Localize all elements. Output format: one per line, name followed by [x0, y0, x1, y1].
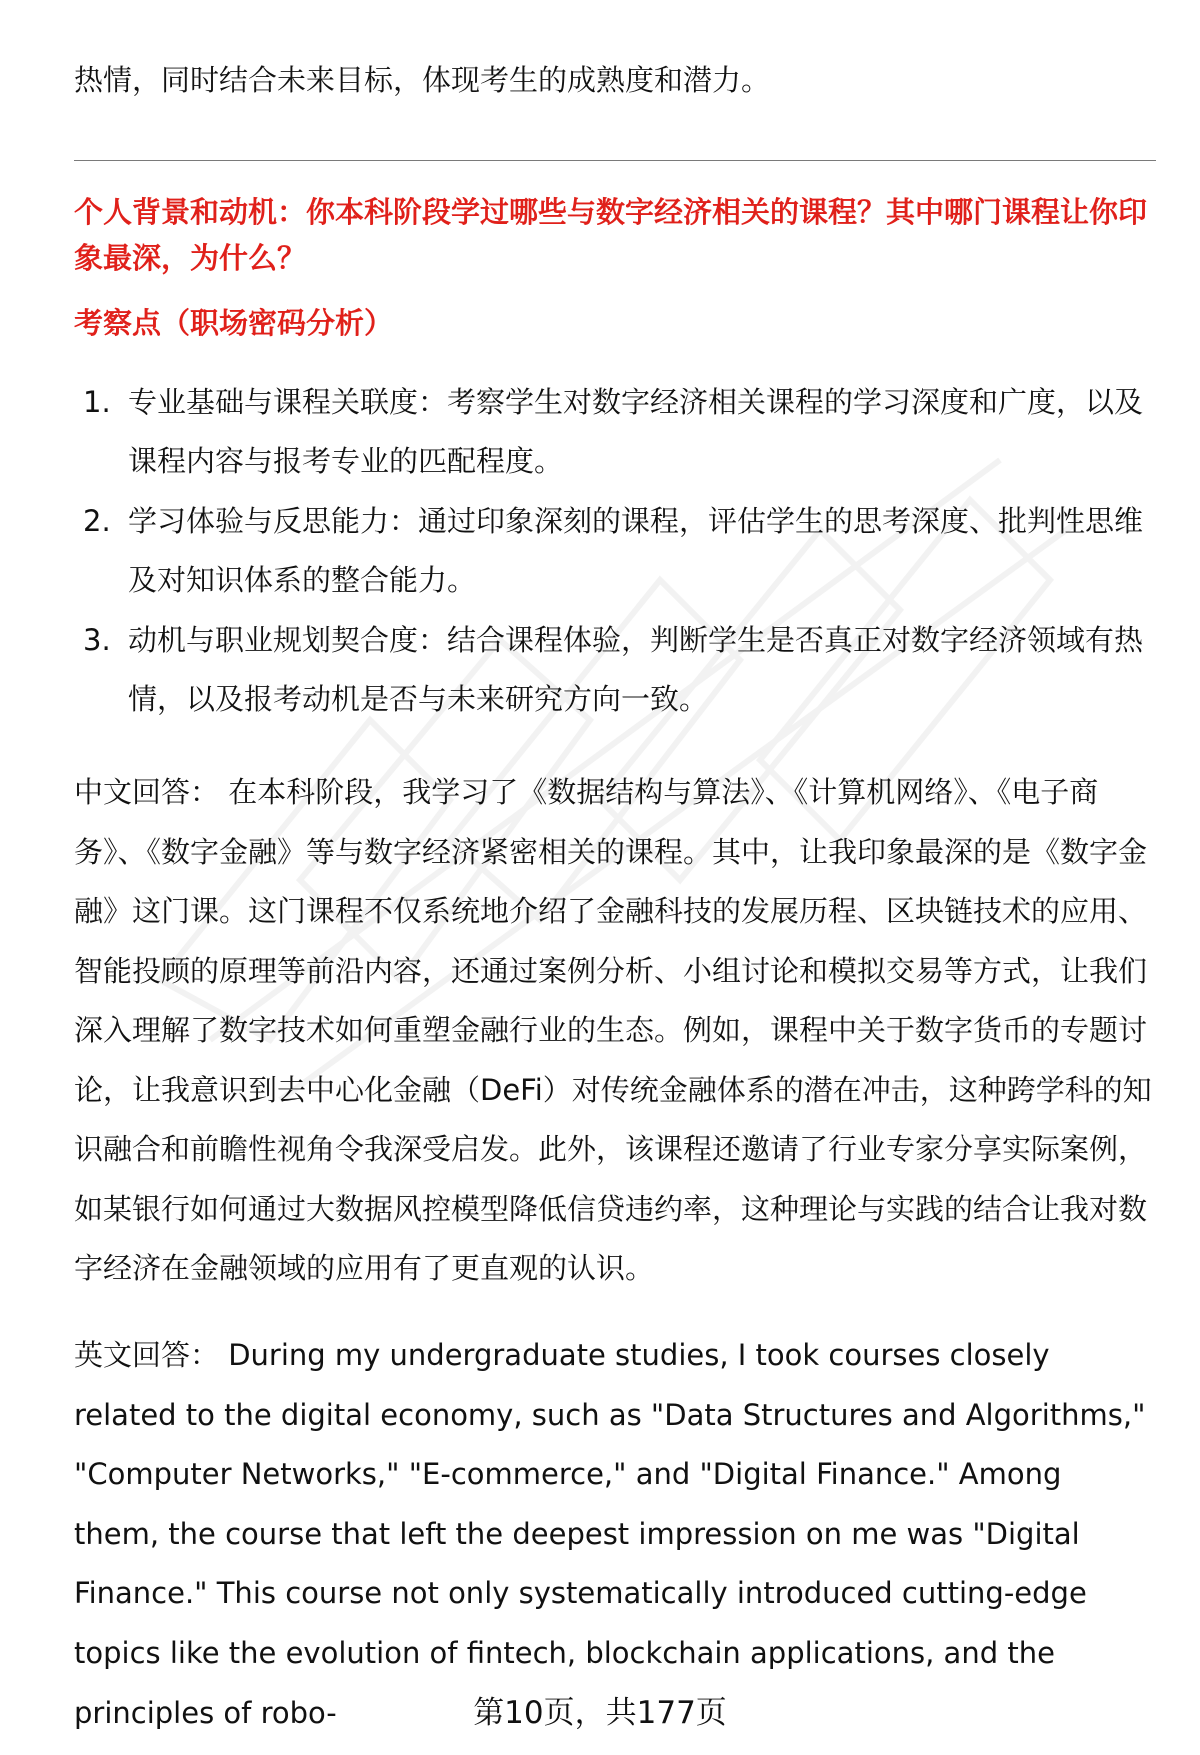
list-item: [74, 492, 1164, 610]
list-item-number: 3.: [83, 623, 111, 657]
intro-paragraph: 热情，同时结合未来目标，体现考生的成熟度和潜力。: [74, 63, 771, 97]
list-item-text: 专业基础与课程关联度：考察学生对数字经济相关课程的学习深度和广度，以及课程内容与报考专业的匹配程度。: [128, 385, 1144, 478]
page-number: 第10页，共177页: [473, 1695, 727, 1731]
list-item-text: 动机与职业规划契合度：结合课程体验，判断学生是否真正对数字经济领域有热情，以及报考动机是否与未来研究方向一致。: [128, 623, 1144, 716]
list-item-text: 学习体验与反思能力：通过印象深刻的课程，评估学生的思考深度、批判性思维及对知识体系的整合能力。: [128, 504, 1144, 597]
assessment-points-list: [74, 373, 1164, 730]
section-divider: [74, 160, 1156, 161]
list-item: [74, 611, 1164, 729]
section-title: 考察点（职场密码分析）: [74, 306, 394, 340]
english-answer: 英文回答： During my undergraduate studies, I took courses closely related to the digital economy, such as "Data Structures and Algorithms," "Computer Networks," "E-commerce," and "Digital Finance." Among them, the course that left the deepest impression on me was "Digital Finance." This course not only systematically introduced cutting-edge topics like the evolution of fintech, blockchain applications, and the principles of robo-: [74, 1338, 1146, 1730]
question-heading: 个人背景和动机：你本科阶段学过哪些与数字经济相关的课程？其中哪门课程让你印象最深，为什么？: [74, 195, 1148, 275]
list-item: [74, 373, 1164, 491]
list-item-number: 1.: [83, 385, 111, 419]
chinese-answer: 中文回答： 在本科阶段，我学习了《数据结构与算法》、《计算机网络》、《电子商务》、《数字金融》等与数字经济紧密相关的课程。其中，让我印象最深的是《数字金融》这门课。这门课程不仅系统地介绍了金融科技的发展历程、区块链技术的应用、智能投顾的原理等前沿内容，还通过案例分析、小组讨论和模拟交易等方式，让我们深入理解了数字技术如何重塑金融行业的生态。例如，课程中关于数字货币的专题讨论，让我意识到去中心化金融（DeFi）对传统金融体系的潜在冲击，这种跨学科的知识融合和前瞻性视角令我深受启发。此外，该课程还邀请了行业专家分享实际案例，如某银行如何通过大数据风控模型降低信贷违约率，这种理论与实践的结合让我对数字经济在金融领域的应用有了更直观的认识。: [74, 775, 1152, 1285]
list-item-number: 2.: [83, 504, 111, 538]
